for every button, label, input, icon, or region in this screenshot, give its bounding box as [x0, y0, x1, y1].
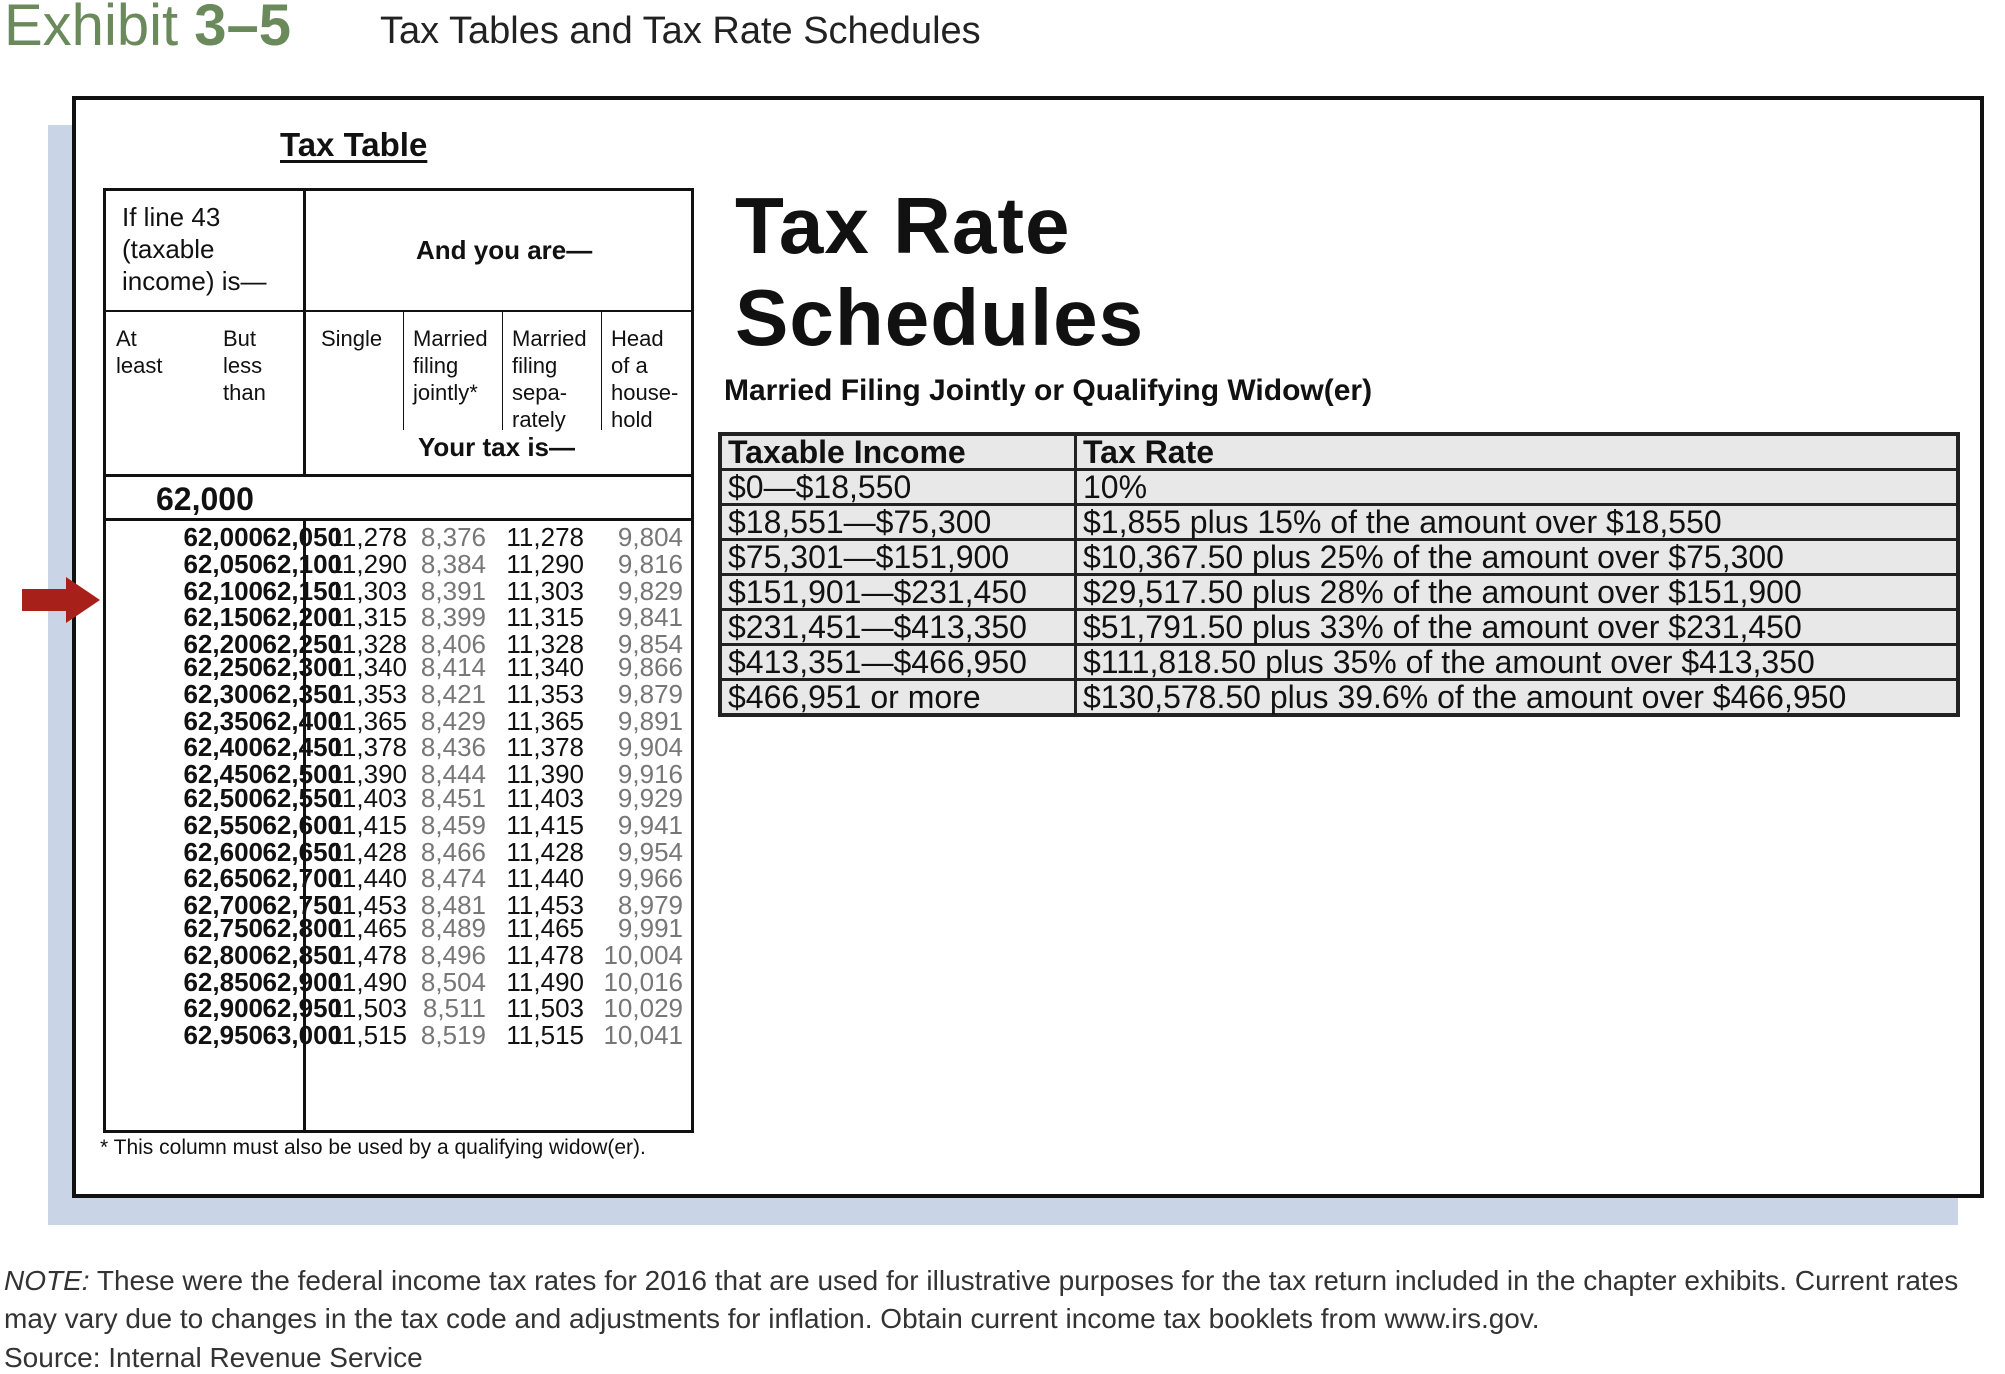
table-header-row: [720, 434, 1958, 470]
table-row: [720, 505, 1958, 540]
head-of-household-tax-cell: 9,891: [617, 705, 683, 736]
married-separately-tax-cell: 11,328: [506, 629, 584, 660]
single-tax-cell: 11,315: [329, 602, 407, 633]
head-of-household-tax-cell: 10,004: [603, 939, 683, 970]
at-least-cell: 62,550: [183, 809, 263, 840]
but-less-cell: 63,000: [262, 1020, 342, 1051]
married-separately-tax-cell: 11,440: [506, 863, 584, 894]
married-separately-tax-cell: 11,315: [506, 602, 584, 633]
tax-rate-cell: $130,578.50 plus 39.6% of the amount over $466,950: [1076, 680, 1959, 716]
married-jointly-tax-cell: 8,444: [420, 759, 486, 790]
married-separately-tax-cell: 11,303: [506, 575, 584, 606]
head-of-household-tax-cell: 9,916: [617, 759, 683, 790]
married-separately-tax-cell: 11,453: [506, 890, 584, 921]
exhibit-title: Tax Tables and Tax Rate Schedules: [380, 10, 981, 52]
married-separately-tax-cell: 11,390: [506, 759, 584, 790]
married-separately-tax-cell: 11,478: [506, 939, 584, 970]
at-least-cell: 62,500: [183, 783, 263, 813]
divider: [106, 310, 691, 312]
but-less-cell: 62,500: [262, 759, 342, 790]
single-tax-cell: 11,290: [329, 548, 407, 579]
col-label: less: [223, 353, 263, 378]
married-separately-tax-cell: 11,290: [506, 548, 584, 579]
single-tax-cell: 11,390: [329, 759, 407, 790]
col-label: filing: [512, 353, 558, 378]
table-row: [106, 604, 691, 631]
head-of-household-tax-cell: 9,866: [617, 652, 683, 682]
at-least-cell: 62,050: [183, 548, 263, 579]
col-label: sepa-: [512, 380, 568, 405]
note-label: NOTE:: [4, 1265, 90, 1296]
at-least-cell: 62,950: [183, 1020, 263, 1051]
table-row: [106, 575, 691, 606]
single-tax-cell: 11,278: [329, 522, 407, 552]
head-of-household-tax-cell: 9,929: [617, 783, 683, 813]
tax-table-title: Tax Table: [280, 126, 428, 163]
at-least-cell: 62,750: [183, 913, 263, 943]
but-less-cell: 62,600: [262, 809, 342, 840]
head-of-household-tax-cell: 9,904: [617, 732, 683, 763]
col-at-least: [116, 325, 162, 379]
col-label: least: [116, 353, 163, 378]
schedules-subtitle: Married Filing Jointly or Qualifying Widow(er): [724, 374, 1373, 407]
single-tax-cell: 11,353: [329, 678, 407, 709]
table-row: [720, 610, 1958, 645]
single-tax-cell: 11,365: [329, 705, 407, 736]
single-tax-cell: 11,453: [329, 890, 407, 921]
table-row: [720, 575, 1958, 610]
col-label: house-: [611, 380, 679, 405]
single-tax-cell: 11,465: [329, 913, 407, 943]
but-less-cell: 62,100: [262, 548, 342, 579]
but-less-cell: 62,700: [262, 863, 342, 894]
col-label: filing: [413, 353, 459, 378]
table-row: [106, 785, 691, 812]
table-row: [106, 865, 691, 892]
source: Source: Internal Revenue Service: [4, 1342, 423, 1373]
table-row: [720, 680, 1958, 716]
single-tax-cell: 11,415: [329, 809, 407, 840]
married-separately-tax-cell: 11,428: [506, 836, 584, 867]
table-row: [106, 734, 691, 761]
at-least-cell: 62,250: [183, 652, 263, 682]
head-of-household-tax-cell: 10,029: [603, 993, 683, 1024]
tax-rate-cell: 10%: [1076, 470, 1959, 505]
taxable-income-cell: $231,451—$413,350: [720, 610, 1076, 645]
taxable-income-cell: $18,551—$75,300: [720, 505, 1076, 540]
col-label: jointly*: [413, 380, 478, 405]
col-label: Married: [512, 326, 587, 351]
married-jointly-tax-cell: 8,376: [420, 522, 486, 552]
table-row: [106, 678, 691, 709]
single-tax-cell: 11,515: [329, 1020, 407, 1051]
note-text: These were the federal income tax rates for 2016 that are used for illustrative purposes for the tax return included in the chapter exhibits. Current rates may vary due to changes in the tax code and adjustments for inflation. Obtain current income tax booklets from www.irs.gov.: [4, 1265, 1959, 1334]
head-of-household-tax-cell: 8,979: [617, 890, 683, 921]
single-tax-cell: 11,503: [329, 993, 407, 1024]
at-least-cell: 62,300: [183, 678, 263, 709]
single-tax-cell: 11,490: [329, 966, 407, 997]
table-row: [106, 1022, 691, 1049]
single-tax-cell: 11,328: [329, 629, 407, 660]
single-tax-cell: 11,428: [329, 836, 407, 867]
tax-rate-cell: $10,367.50 plus 25% of the amount over $75,300: [1076, 540, 1959, 575]
tax-rate-cell: $1,855 plus 15% of the amount over $18,550: [1076, 505, 1959, 540]
head-of-household-tax-cell: 9,966: [617, 863, 683, 894]
table-row: [106, 995, 691, 1022]
table-row: [106, 548, 691, 579]
table-row: [720, 470, 1958, 505]
tax-table: [103, 188, 694, 1133]
but-less-cell: 62,550: [262, 783, 342, 813]
tax-rate-schedules-title: [735, 180, 1144, 364]
col-label: hold: [611, 407, 653, 432]
col-label: Head: [611, 326, 664, 351]
married-jointly-tax-cell: 8,414: [420, 652, 486, 682]
divider: [303, 191, 306, 474]
head-of-household-tax-cell: 9,854: [617, 629, 683, 660]
married-jointly-tax-cell: 8,504: [420, 966, 486, 997]
married-jointly-tax-cell: 8,459: [420, 809, 486, 840]
married-separately-tax-cell: 11,340: [506, 652, 584, 682]
married-separately-tax-cell: 11,278: [506, 522, 584, 552]
married-separately-tax-cell: 11,378: [506, 732, 584, 763]
but-less-cell: 62,950: [262, 993, 342, 1024]
but-less-cell: 62,900: [262, 966, 342, 997]
but-less-cell: 62,850: [262, 939, 342, 970]
exhibit-label: [4, 0, 291, 59]
col-label: of a: [611, 353, 648, 378]
at-least-cell: 62,900: [183, 993, 263, 1024]
but-less-cell: 62,750: [262, 890, 342, 921]
table-row: [720, 645, 1958, 680]
table-row: [106, 524, 691, 551]
header-tax-rate: Tax Rate: [1076, 434, 1959, 470]
married-jointly-tax-cell: 8,451: [420, 783, 486, 813]
single-tax-cell: 11,440: [329, 863, 407, 894]
at-least-cell: 62,350: [183, 705, 263, 736]
married-jointly-tax-cell: 8,391: [420, 575, 486, 606]
col-label: Married: [413, 326, 488, 351]
but-less-cell: 62,450: [262, 732, 342, 763]
divider: [106, 474, 691, 477]
but-less-cell: 62,400: [262, 705, 342, 736]
head-of-household-tax-cell: 9,954: [617, 836, 683, 867]
single-tax-cell: 11,340: [329, 652, 407, 682]
header-if-line: [122, 201, 266, 297]
col-label: than: [223, 380, 266, 405]
married-jointly-tax-cell: 8,474: [420, 863, 486, 894]
at-least-cell: 62,200: [183, 629, 263, 660]
but-less-cell: 62,200: [262, 602, 342, 633]
taxable-income-cell: $75,301—$151,900: [720, 540, 1076, 575]
but-less-cell: 62,800: [262, 913, 342, 943]
taxable-income-cell: $151,901—$231,450: [720, 575, 1076, 610]
single-tax-cell: 11,378: [329, 732, 407, 763]
section-label: 62,000: [156, 481, 254, 517]
at-least-cell: 62,600: [183, 836, 263, 867]
tax-rate-cell: $29,517.50 plus 28% of the amount over $151,900: [1076, 575, 1959, 610]
exhibit-prefix: Exhibit: [4, 0, 179, 58]
at-least-cell: 62,850: [183, 966, 263, 997]
tax-rate-table: [718, 432, 1960, 717]
tax-rate-cell: $111,818.50 plus 35% of the amount over $413,350: [1076, 645, 1959, 680]
married-jointly-tax-cell: 8,511: [422, 993, 486, 1024]
header-taxable-income: Taxable Income: [720, 434, 1076, 470]
at-least-cell: 62,450: [183, 759, 263, 790]
single-tax-cell: 11,478: [329, 939, 407, 970]
married-separately-tax-cell: 11,490: [506, 966, 584, 997]
married-jointly-tax-cell: 8,406: [420, 629, 486, 660]
married-separately-tax-cell: 11,503: [506, 993, 584, 1024]
row-group: [106, 915, 691, 1049]
married-jointly-tax-cell: 8,489: [420, 913, 486, 943]
header-line: (taxable: [122, 234, 215, 264]
married-separately-tax-cell: 11,465: [506, 913, 584, 943]
at-least-cell: 62,100: [183, 575, 263, 606]
married-jointly-tax-cell: 8,421: [420, 678, 486, 709]
at-least-cell: 62,150: [183, 602, 263, 633]
col-but-less: [223, 325, 266, 406]
married-separately-tax-cell: 11,403: [506, 783, 584, 813]
at-least-cell: 62,400: [183, 732, 263, 763]
col-label: At: [116, 326, 137, 351]
married-jointly-tax-cell: 8,384: [420, 548, 486, 579]
table-row: [106, 836, 691, 867]
col-single: Single: [321, 326, 383, 351]
col-married-jointly: [413, 325, 488, 406]
table-row: [106, 705, 691, 736]
married-jointly-tax-cell: 8,481: [420, 890, 486, 921]
col-label: But: [223, 326, 257, 351]
single-tax-cell: 11,303: [329, 575, 407, 606]
divider: [601, 312, 602, 430]
exhibit-number: 3–5: [194, 0, 291, 58]
table-row: [720, 540, 1958, 575]
your-tax-is: Your tax is—: [418, 432, 576, 462]
married-jointly-tax-cell: 8,436: [420, 732, 486, 763]
but-less-cell: 62,250: [262, 629, 342, 660]
head-of-household-tax-cell: 9,941: [617, 809, 683, 840]
at-least-cell: 62,650: [183, 863, 263, 894]
married-separately-tax-cell: 11,515: [506, 1020, 584, 1051]
head-of-household-tax-cell: 9,841: [617, 602, 683, 633]
head-of-household-tax-cell: 10,016: [603, 966, 683, 997]
at-least-cell: 62,000: [183, 522, 263, 552]
col-head-of-household: [611, 325, 678, 433]
married-jointly-tax-cell: 8,399: [420, 602, 486, 633]
head-of-household-tax-cell: 9,804: [617, 522, 683, 552]
married-jointly-tax-cell: 8,496: [420, 939, 486, 970]
head-of-household-tax-cell: 9,879: [617, 678, 683, 709]
taxable-income-cell: $413,351—$466,950: [720, 645, 1076, 680]
head-of-household-tax-cell: 10,041: [603, 1020, 683, 1051]
col-label: rately: [512, 407, 566, 432]
head-of-household-tax-cell: 9,816: [617, 548, 683, 579]
table-row: [106, 939, 691, 970]
but-less-cell: 62,050: [262, 522, 342, 552]
married-jointly-tax-cell: 8,519: [420, 1020, 486, 1051]
single-tax-cell: 11,403: [329, 783, 407, 813]
married-separately-tax-cell: 11,415: [506, 809, 584, 840]
taxable-income-cell: $0—$18,550: [720, 470, 1076, 505]
but-less-cell: 62,300: [262, 652, 342, 682]
married-jointly-tax-cell: 8,429: [420, 705, 486, 736]
table-row: [106, 966, 691, 997]
header-line: income) is—: [122, 266, 267, 296]
divider: [502, 312, 503, 430]
header-line: If line 43: [122, 202, 221, 232]
title-line: Tax Rate: [735, 181, 1071, 270]
table-row: [106, 809, 691, 840]
married-jointly-tax-cell: 8,466: [420, 836, 486, 867]
tax-table-footnote: * This column must also be used by a qualifying widow(er).: [100, 1136, 646, 1159]
but-less-cell: 62,150: [262, 575, 342, 606]
married-separately-tax-cell: 11,365: [506, 705, 584, 736]
row-group: [106, 654, 691, 788]
note: [4, 1262, 2004, 1338]
but-less-cell: 62,350: [262, 678, 342, 709]
row-group: [106, 524, 691, 658]
table-row: [106, 915, 691, 942]
col-married-separately: [512, 325, 587, 433]
title-line: Schedules: [735, 273, 1145, 362]
head-of-household-tax-cell: 9,991: [617, 913, 683, 943]
but-less-cell: 62,650: [262, 836, 342, 867]
arrow-right-icon: [22, 577, 100, 623]
row-group: [106, 785, 691, 919]
at-least-cell: 62,700: [183, 890, 263, 921]
table-row: [106, 654, 691, 681]
header-and-you-are: And you are—: [416, 235, 593, 265]
tax-rate-cell: $51,791.50 plus 33% of the amount over $231,450: [1076, 610, 1959, 645]
taxable-income-cell: $466,951 or more: [720, 680, 1076, 716]
at-least-cell: 62,800: [183, 939, 263, 970]
divider: [403, 312, 404, 430]
head-of-household-tax-cell: 9,829: [617, 575, 683, 606]
married-separately-tax-cell: 11,353: [506, 678, 584, 709]
